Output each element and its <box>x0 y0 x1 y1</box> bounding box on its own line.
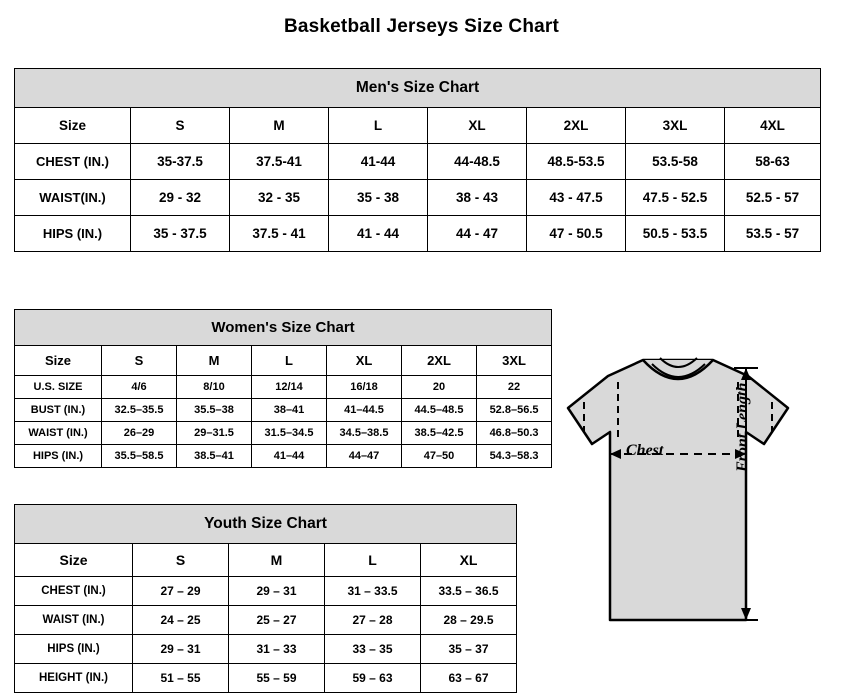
mens-chest-s: 35-37.5 <box>131 144 230 180</box>
mens-size-chart-table <box>14 68 821 252</box>
youth-waist-l: 27 – 28 <box>325 606 421 635</box>
youth-chest-s: 27 – 29 <box>133 577 229 606</box>
mens-hips-xl: 44 - 47 <box>428 216 527 252</box>
youth-header-m: M <box>229 544 325 577</box>
womens-hips-3xl: 54.3–58.3 <box>477 445 552 468</box>
youth-waist-m: 25 – 27 <box>229 606 325 635</box>
table-row <box>15 180 821 216</box>
youth-header-s: S <box>133 544 229 577</box>
table-row <box>15 635 517 664</box>
youth-chest-xl: 33.5 – 36.5 <box>421 577 517 606</box>
mens-header-row <box>15 108 821 144</box>
womens-hips-l: 41–44 <box>252 445 327 468</box>
womens-us-size-xl: 16/18 <box>327 376 402 399</box>
youth-row-label-height: HEIGHT (IN.) <box>15 664 133 693</box>
chest-measurement-label: Chest <box>626 442 664 459</box>
table-row <box>15 399 552 422</box>
mens-waist-2xl: 43 - 47.5 <box>527 180 626 216</box>
womens-header-s: S <box>102 346 177 376</box>
mens-waist-m: 32 - 35 <box>230 180 329 216</box>
table-row <box>15 577 517 606</box>
womens-row-label-bust: BUST (IN.) <box>15 399 102 422</box>
mens-chest-l: 41-44 <box>329 144 428 180</box>
youth-chest-l: 31 – 33.5 <box>325 577 421 606</box>
mens-chart-title-row <box>15 69 821 108</box>
mens-hips-s: 35 - 37.5 <box>131 216 230 252</box>
youth-waist-xl: 28 – 29.5 <box>421 606 517 635</box>
mens-waist-xl: 38 - 43 <box>428 180 527 216</box>
mens-header-s: S <box>131 108 230 144</box>
womens-bust-m: 35.5–38 <box>177 399 252 422</box>
mens-chest-m: 37.5-41 <box>230 144 329 180</box>
mens-chest-xl: 44-48.5 <box>428 144 527 180</box>
mens-hips-3xl: 50.5 - 53.5 <box>626 216 725 252</box>
womens-header-row <box>15 346 552 376</box>
youth-height-m: 55 – 59 <box>229 664 325 693</box>
womens-hips-m: 38.5–41 <box>177 445 252 468</box>
mens-row-label-hips: HIPS (IN.) <box>15 216 131 252</box>
mens-header-4xl: 4XL <box>725 108 821 144</box>
womens-header-size: Size <box>15 346 102 376</box>
womens-row-label-hips: HIPS (IN.) <box>15 445 102 468</box>
womens-row-label-waist: WAIST (IN.) <box>15 422 102 445</box>
womens-hips-xl: 44–47 <box>327 445 402 468</box>
womens-us-size-3xl: 22 <box>477 376 552 399</box>
front-length-measurement-label: Front Length <box>734 382 751 472</box>
mens-header-2xl: 2XL <box>527 108 626 144</box>
youth-height-xl: 63 – 67 <box>421 664 517 693</box>
womens-chart-title: Women's Size Chart <box>15 310 552 346</box>
table-row <box>15 216 821 252</box>
youth-size-chart-table <box>14 504 517 693</box>
mens-waist-3xl: 47.5 - 52.5 <box>626 180 725 216</box>
womens-waist-xl: 34.5–38.5 <box>327 422 402 445</box>
youth-chart-title: Youth Size Chart <box>15 505 517 544</box>
youth-size-chart-section <box>14 504 517 693</box>
mens-hips-l: 41 - 44 <box>329 216 428 252</box>
womens-us-size-2xl: 20 <box>402 376 477 399</box>
youth-height-s: 51 – 55 <box>133 664 229 693</box>
womens-header-3xl: 3XL <box>477 346 552 376</box>
womens-chart-title-row <box>15 310 552 346</box>
mens-header-size: Size <box>15 108 131 144</box>
mens-hips-4xl: 53.5 - 57 <box>725 216 821 252</box>
womens-header-m: M <box>177 346 252 376</box>
table-row <box>15 606 517 635</box>
youth-header-l: L <box>325 544 421 577</box>
youth-chart-title-row <box>15 505 517 544</box>
mens-waist-l: 35 - 38 <box>329 180 428 216</box>
youth-hips-xl: 35 – 37 <box>421 635 517 664</box>
mens-row-label-chest: CHEST (IN.) <box>15 144 131 180</box>
youth-height-l: 59 – 63 <box>325 664 421 693</box>
womens-waist-3xl: 46.8–50.3 <box>477 422 552 445</box>
table-row <box>15 445 552 468</box>
mens-chest-2xl: 48.5-53.5 <box>527 144 626 180</box>
youth-header-xl: XL <box>421 544 517 577</box>
table-row <box>15 422 552 445</box>
mens-row-label-waist: WAIST(IN.) <box>15 180 131 216</box>
table-row <box>15 144 821 180</box>
mens-header-xl: XL <box>428 108 527 144</box>
mens-chart-title: Men's Size Chart <box>15 69 821 108</box>
youth-row-label-chest: CHEST (IN.) <box>15 577 133 606</box>
womens-size-chart-section <box>14 309 552 468</box>
mens-header-m: M <box>230 108 329 144</box>
mens-size-chart-section <box>14 68 821 252</box>
womens-size-chart-table <box>14 309 552 468</box>
mens-hips-m: 37.5 - 41 <box>230 216 329 252</box>
jersey-measurement-diagram <box>548 342 838 672</box>
youth-hips-l: 33 – 35 <box>325 635 421 664</box>
youth-hips-s: 29 – 31 <box>133 635 229 664</box>
mens-header-l: L <box>329 108 428 144</box>
womens-header-xl: XL <box>327 346 402 376</box>
womens-bust-l: 38–41 <box>252 399 327 422</box>
womens-hips-s: 35.5–58.5 <box>102 445 177 468</box>
womens-waist-s: 26–29 <box>102 422 177 445</box>
table-row <box>15 376 552 399</box>
youth-row-label-waist: WAIST (IN.) <box>15 606 133 635</box>
mens-chest-4xl: 58-63 <box>725 144 821 180</box>
womens-hips-2xl: 47–50 <box>402 445 477 468</box>
womens-waist-2xl: 38.5–42.5 <box>402 422 477 445</box>
mens-waist-s: 29 - 32 <box>131 180 230 216</box>
mens-waist-4xl: 52.5 - 57 <box>725 180 821 216</box>
womens-us-size-s: 4/6 <box>102 376 177 399</box>
mens-chest-3xl: 53.5-58 <box>626 144 725 180</box>
jersey-illustration-icon <box>548 342 838 672</box>
womens-us-size-l: 12/14 <box>252 376 327 399</box>
womens-waist-l: 31.5–34.5 <box>252 422 327 445</box>
womens-row-label-us-size: U.S. SIZE <box>15 376 102 399</box>
youth-header-row <box>15 544 517 577</box>
womens-waist-m: 29–31.5 <box>177 422 252 445</box>
youth-hips-m: 31 – 33 <box>229 635 325 664</box>
womens-bust-s: 32.5–35.5 <box>102 399 177 422</box>
womens-us-size-m: 8/10 <box>177 376 252 399</box>
table-row <box>15 664 517 693</box>
womens-bust-2xl: 44.5–48.5 <box>402 399 477 422</box>
mens-header-3xl: 3XL <box>626 108 725 144</box>
youth-waist-s: 24 – 25 <box>133 606 229 635</box>
youth-chest-m: 29 – 31 <box>229 577 325 606</box>
womens-header-2xl: 2XL <box>402 346 477 376</box>
womens-bust-3xl: 52.8–56.5 <box>477 399 552 422</box>
mens-hips-2xl: 47 - 50.5 <box>527 216 626 252</box>
page-title: Basketball Jerseys Size Chart <box>283 16 560 37</box>
womens-header-l: L <box>252 346 327 376</box>
youth-header-size: Size <box>15 544 133 577</box>
youth-row-label-hips: HIPS (IN.) <box>15 635 133 664</box>
womens-bust-xl: 41–44.5 <box>327 399 402 422</box>
